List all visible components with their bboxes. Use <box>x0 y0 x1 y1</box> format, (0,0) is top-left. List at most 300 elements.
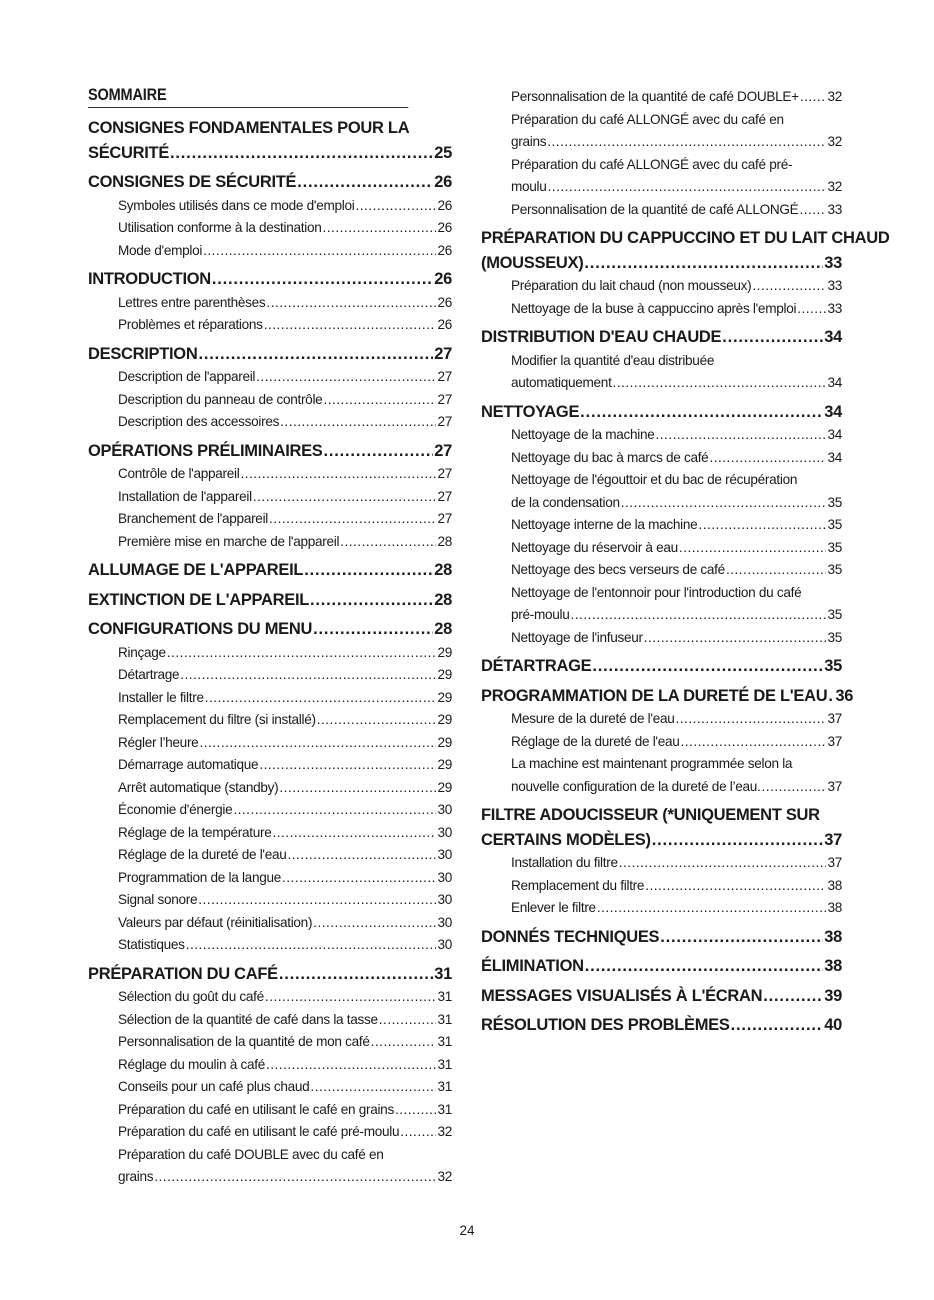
toc-entry[interactable] <box>118 463 452 486</box>
dot-leader <box>395 1099 437 1122</box>
dot-leader <box>233 799 436 822</box>
toc-section-title-text: NETTOYAGE <box>481 402 580 421</box>
page-ref: 26 <box>437 242 452 258</box>
toc-leader-line <box>481 1013 842 1038</box>
dot-leader <box>722 325 823 350</box>
toc-leader-line <box>118 754 452 777</box>
dot-leader <box>680 731 826 754</box>
toc-entry-text: Réglage de la dureté de l'eau <box>118 847 287 862</box>
page-ref: 27 <box>437 391 452 407</box>
dot-leader <box>282 867 436 890</box>
dot-leader <box>310 588 433 613</box>
page-ref: 27 <box>434 441 452 460</box>
toc-entry[interactable] <box>511 582 842 627</box>
toc-entry[interactable] <box>118 934 452 957</box>
toc-leader-line <box>481 954 842 979</box>
toc-section <box>481 86 842 221</box>
toc-section-title-text: EXTINCTION DE L'APPAREIL <box>88 590 310 609</box>
toc-entry[interactable] <box>118 822 452 845</box>
toc-entry[interactable] <box>511 627 842 650</box>
toc-leader-line <box>118 1054 452 1077</box>
toc-leader-line <box>88 617 452 642</box>
toc-section-title[interactable] <box>88 267 452 292</box>
dot-leader <box>297 170 433 195</box>
toc-section-title[interactable] <box>481 400 842 425</box>
page-ref: 26 <box>434 173 452 191</box>
toc-leader-line <box>118 709 452 732</box>
dot-leader <box>279 777 436 800</box>
toc-leader-line <box>511 298 842 321</box>
toc-leader-line <box>511 604 842 627</box>
dot-leader <box>259 754 436 777</box>
toc-entry-text: moulu <box>511 179 547 194</box>
dot-leader <box>205 687 437 710</box>
toc-section-title-text: MESSAGES VISUALISÉS À L'ÉCRAN <box>481 986 763 1005</box>
toc-section-title-text: CERTAINS MODÈLES) <box>481 830 651 849</box>
toc-section <box>481 1013 842 1038</box>
page-ref: 35 <box>824 657 842 675</box>
toc-section <box>481 803 842 920</box>
toc-entry[interactable] <box>118 1144 452 1189</box>
toc-entry[interactable] <box>118 1031 452 1054</box>
toc-entry[interactable] <box>118 889 452 912</box>
toc-section-title[interactable] <box>481 984 842 1009</box>
toc-entry-text: Description de l'appareil <box>118 369 256 384</box>
toc-leader-line <box>118 195 452 218</box>
toc-entry-text: grains <box>118 1169 154 1184</box>
toc-entry-text: Installation de l'appareil <box>118 488 252 504</box>
toc-leader-line <box>511 131 842 154</box>
toc-entry[interactable] <box>118 486 452 509</box>
toc-section-title-text: DÉTARTRAGE <box>481 657 592 675</box>
page-ref: 36 <box>835 686 854 705</box>
toc-entry-text: Nettoyage de la machine <box>511 427 655 442</box>
toc-leader-line <box>118 732 452 755</box>
page-ref: 34 <box>827 449 842 465</box>
toc-entry-text: Nettoyage des becs verseurs de café <box>511 562 725 577</box>
page-ref: 29 <box>437 689 452 705</box>
toc-entry-text: Utilisation conforme à la destination <box>118 220 322 235</box>
dot-leader <box>304 558 433 583</box>
page-ref: 38 <box>827 900 842 915</box>
toc-entry[interactable] <box>511 852 842 875</box>
toc-section-title-text: INTRODUCTION <box>88 270 211 288</box>
dot-leader <box>585 954 824 979</box>
toc-section-title[interactable] <box>481 1013 842 1038</box>
toc-section-title[interactable] <box>88 558 452 583</box>
toc-entry[interactable] <box>118 1054 452 1077</box>
dot-leader <box>762 776 827 799</box>
toc-entry-text: Première mise en marche de l'appareil <box>118 533 340 549</box>
toc-entry[interactable] <box>118 389 452 412</box>
toc-section-title[interactable] <box>481 803 842 852</box>
toc-leader-line <box>118 889 452 912</box>
toc-entry[interactable] <box>118 1099 452 1122</box>
dot-leader <box>323 217 437 240</box>
toc-section-title[interactable] <box>481 654 842 679</box>
toc-entry[interactable] <box>511 154 842 199</box>
toc-leader-line <box>118 314 452 337</box>
page-ref: 38 <box>824 957 842 975</box>
toc-entry-text: grains <box>511 134 547 149</box>
toc-entry-text: Réglage du moulin à café <box>118 1056 265 1072</box>
toc-entry-text: nouvelle configuration de la dureté de l’eau. <box>511 778 761 794</box>
dot-leader <box>679 537 827 560</box>
page-ref: 31 <box>434 964 452 983</box>
toc-entry[interactable] <box>118 732 452 755</box>
page-ref: 33 <box>824 253 842 272</box>
toc-entry-text: Réglage de la dureté de l'eau <box>511 733 680 749</box>
toc-section <box>88 617 452 957</box>
toc-leader-line <box>118 1099 452 1122</box>
toc-leader-line <box>118 867 452 890</box>
dot-leader <box>619 852 827 875</box>
toc-entry-text: Remplacement du filtre (si installé) <box>118 712 316 727</box>
toc-entry-text: Enlever le filtre <box>511 900 596 915</box>
toc-entry[interactable] <box>118 292 452 315</box>
toc-section-title[interactable] <box>88 170 452 195</box>
toc-entry[interactable] <box>511 109 842 154</box>
dot-leader <box>763 984 823 1009</box>
toc-entry-text: Description du panneau de contrôle <box>118 391 323 407</box>
page-ref: 38 <box>824 927 842 946</box>
toc-entry[interactable] <box>511 350 842 395</box>
toc-section-title[interactable] <box>481 684 854 709</box>
toc-leader-line <box>118 777 452 800</box>
toc-leader-line <box>118 799 452 822</box>
toc-leader-line <box>118 687 452 710</box>
toc-sub-list <box>511 708 842 798</box>
page-ref: 38 <box>827 877 842 893</box>
toc-entry[interactable] <box>118 642 452 665</box>
page-ref: 29 <box>437 644 452 660</box>
toc-section-title-text: OPÉRATIONS PRÉLIMINAIRES <box>88 441 323 460</box>
page-ref: 30 <box>437 914 452 930</box>
toc-entry-text: Rinçage <box>118 644 166 660</box>
toc-entry-text: Nettoyage interne de la machine <box>511 517 698 532</box>
toc-section-title-text: DESCRIPTION <box>88 344 198 363</box>
toc-leader-line <box>511 275 842 298</box>
toc-leader-line <box>88 439 452 464</box>
toc-sub-list <box>511 275 842 320</box>
dot-leader <box>584 251 823 276</box>
toc-section <box>88 342 452 434</box>
dot-leader <box>180 664 436 687</box>
toc-entry-text: Signal sonore <box>118 892 198 907</box>
toc-leader-line <box>511 852 842 875</box>
toc-entry[interactable] <box>511 753 842 798</box>
dot-leader <box>287 844 436 867</box>
toc-entry[interactable] <box>118 799 452 822</box>
toc-section <box>481 226 890 320</box>
toc-leader-line <box>88 267 452 292</box>
toc-entry[interactable] <box>511 559 842 582</box>
toc-leader-line <box>481 984 842 1009</box>
toc-leader-line <box>118 934 452 957</box>
page-ref: 27 <box>437 511 452 526</box>
toc-entry[interactable] <box>118 366 452 389</box>
toc-entry-text: Nettoyage du bac à marcs de café <box>511 449 709 465</box>
dot-leader <box>548 176 827 199</box>
toc-leader-line <box>511 897 842 920</box>
toc-section <box>88 588 452 613</box>
page-ref: 33 <box>827 300 842 316</box>
page-ref: 26 <box>437 294 452 310</box>
toc-entry[interactable] <box>118 687 452 710</box>
page-ref: 37 <box>827 711 842 726</box>
toc-section-title-text: ÉLIMINATION <box>481 957 584 975</box>
toc-entry[interactable] <box>118 867 452 890</box>
toc-entry[interactable] <box>118 531 452 554</box>
page-ref: 29 <box>437 779 452 795</box>
toc-leader-line <box>511 776 842 799</box>
page-ref: 29 <box>437 712 452 727</box>
toc-sub-list <box>511 424 842 649</box>
toc-leader-line <box>118 531 452 554</box>
dot-leader <box>698 514 826 537</box>
dot-leader <box>644 627 827 650</box>
page-ref: 26 <box>434 270 452 288</box>
page-ref: 27 <box>437 466 452 481</box>
page-ref: 34 <box>827 427 842 442</box>
toc-leader-line <box>511 447 842 470</box>
page-title: SOMMAIRE <box>88 86 408 108</box>
toc-entry[interactable] <box>511 731 842 754</box>
toc-entry[interactable] <box>511 875 842 898</box>
toc-entry[interactable] <box>511 447 842 470</box>
page-ref: 27 <box>437 488 452 504</box>
dot-leader <box>310 1076 436 1099</box>
toc-entry[interactable] <box>118 754 452 777</box>
toc-leader-line <box>118 1121 452 1144</box>
dot-leader <box>731 1013 824 1038</box>
toc-entry[interactable] <box>511 469 842 514</box>
dot-leader <box>313 617 433 642</box>
toc-entry[interactable] <box>118 844 452 867</box>
toc-leader-line <box>511 514 842 537</box>
toc-section <box>88 439 452 554</box>
toc-entry[interactable] <box>118 1009 452 1032</box>
toc-section-title[interactable] <box>481 226 890 275</box>
toc-leader-line <box>118 642 452 665</box>
toc-section-title[interactable] <box>88 962 452 987</box>
toc-entry[interactable] <box>118 777 452 800</box>
toc-entry-text: Nettoyage du réservoir à eau <box>511 539 678 555</box>
page-ref: 26 <box>437 317 452 332</box>
toc-entry[interactable] <box>118 912 452 935</box>
toc-entry-text: Nettoyage de l'entonnoir pour l'introduction du café <box>511 584 802 600</box>
toc-entry[interactable] <box>118 1121 452 1144</box>
toc-leader-line <box>118 463 452 486</box>
dot-leader <box>597 897 827 920</box>
dot-leader <box>645 875 826 898</box>
toc-sub-list <box>118 986 452 1189</box>
toc-section-title[interactable] <box>88 617 452 642</box>
toc-section-title-text: DISTRIBUTION D'EAU CHAUDE <box>481 328 722 346</box>
dot-leader <box>317 709 437 732</box>
dot-leader <box>279 962 433 987</box>
toc-leader-line <box>118 1076 452 1099</box>
toc-leader-line <box>481 684 854 709</box>
toc-section-title-text: RÉSOLUTION DES PROBLÈMES <box>481 1016 730 1034</box>
toc-leader-line <box>88 588 452 613</box>
page-ref: 26 <box>437 220 452 235</box>
toc-entry-text: automatiquement <box>511 375 612 390</box>
toc-leader-line <box>481 400 842 425</box>
toc-entry[interactable] <box>118 709 452 732</box>
toc-entry[interactable] <box>511 708 842 731</box>
toc-entry[interactable] <box>511 86 842 109</box>
toc-entry-text: Personnalisation de la quantité de café DOUBLE+ <box>511 89 799 104</box>
page-ref: 32 <box>827 179 842 194</box>
page-ref: 35 <box>827 629 842 645</box>
toc-entry-text: Sélection de la quantité de café dans la tasse <box>118 1011 378 1027</box>
page-ref: 32 <box>827 134 842 149</box>
page-ref: 30 <box>437 847 452 862</box>
toc-sub-list <box>118 463 452 553</box>
toc-entry[interactable] <box>511 199 842 222</box>
toc-entry[interactable] <box>511 537 842 560</box>
toc-entry-text: Préparation du café ALLONGÉ avec du café pré- <box>511 156 793 172</box>
toc-entry[interactable] <box>511 424 842 447</box>
dot-leader <box>280 411 436 434</box>
toc-entry[interactable] <box>511 897 842 920</box>
toc-entry[interactable] <box>118 314 452 337</box>
toc-leader-line <box>88 558 452 583</box>
dot-leader <box>571 604 827 627</box>
toc-section <box>481 654 842 679</box>
toc-entry[interactable] <box>118 240 452 263</box>
toc-section <box>481 925 842 950</box>
dot-leader <box>240 463 436 486</box>
toc-entry[interactable] <box>511 298 842 321</box>
toc-section-title[interactable] <box>481 925 842 950</box>
page-ref: 30 <box>437 937 452 952</box>
toc-entry-text: Arrêt automatique (standby) <box>118 779 279 795</box>
toc-right-column <box>481 86 890 1038</box>
dot-leader <box>269 508 436 531</box>
toc-entry[interactable] <box>118 986 452 1009</box>
toc-section-title-text: CONFIGURATIONS DU MENU <box>88 620 313 638</box>
dot-leader <box>709 447 826 470</box>
toc-entry[interactable] <box>118 1076 452 1099</box>
toc-entry[interactable] <box>118 411 452 434</box>
toc-entry[interactable] <box>511 514 842 537</box>
toc-sub-list <box>511 350 842 395</box>
toc-sub-list <box>118 195 452 263</box>
dot-leader <box>371 1031 437 1054</box>
toc-leader-line <box>511 199 842 222</box>
page-ref: 35 <box>827 494 842 510</box>
toc-section-title-text: DONNÉS TECHNIQUES <box>481 927 660 946</box>
toc-entry[interactable] <box>118 195 452 218</box>
toc-leader-line <box>481 654 842 679</box>
toc-entry-text: Nettoyage de l'égouttoir et du bac de récupération <box>511 472 798 487</box>
page-ref: 40 <box>824 1016 842 1034</box>
dot-leader <box>621 492 827 515</box>
page-ref: 37 <box>827 733 842 749</box>
toc-entry[interactable] <box>511 275 842 298</box>
toc-leader-line <box>481 925 842 950</box>
toc-leader-line <box>118 1031 452 1054</box>
page-ref: 29 <box>437 734 452 750</box>
page-ref: 32 <box>827 89 842 104</box>
toc-section <box>88 962 452 1189</box>
page-ref: 28 <box>434 620 452 638</box>
toc-section-title[interactable] <box>481 954 842 979</box>
toc-leader-line <box>511 708 842 731</box>
page-ref: 28 <box>434 590 452 609</box>
page-ref: 37 <box>827 855 842 870</box>
toc-leader-line <box>118 986 452 1009</box>
toc-entry-text: Détartrage <box>118 667 180 682</box>
toc-section-title-text: ALLUMAGE DE L'APPAREIL <box>88 561 304 579</box>
page-ref: 31 <box>437 1034 452 1049</box>
toc-entry[interactable] <box>118 217 452 240</box>
toc-entry-text: Contrôle de l'appareil <box>118 466 240 481</box>
toc-section <box>481 684 854 799</box>
page-ref: 31 <box>437 989 452 1004</box>
page-ref: 29 <box>437 757 452 772</box>
toc-leader-line <box>118 664 452 687</box>
toc-section-title[interactable] <box>481 325 842 350</box>
page-ref: 37 <box>827 778 842 794</box>
page-ref: 30 <box>437 824 452 840</box>
toc-entry-text: Régler l’heure <box>118 734 199 750</box>
toc-section-title[interactable] <box>88 588 452 613</box>
toc-leader-line <box>118 912 452 935</box>
toc-section-title-text: SÉCURITÉ <box>88 143 170 162</box>
toc-leader-line <box>481 828 842 853</box>
dot-leader <box>655 424 826 447</box>
dot-leader <box>355 195 436 218</box>
page-number: 24 <box>459 1223 475 1238</box>
toc-entry-text: Installer le filtre <box>118 689 204 705</box>
toc-sub-list <box>118 292 452 337</box>
page-ref: 30 <box>437 892 452 907</box>
toc-section-title[interactable] <box>88 439 452 464</box>
toc-leader-line <box>481 325 842 350</box>
toc-entry-text: Description des accessoires <box>118 414 280 429</box>
dot-leader <box>324 439 434 464</box>
page-ref: 37 <box>824 830 842 849</box>
toc-leader-line <box>511 424 842 447</box>
page-ref: 28 <box>437 533 452 549</box>
page-ref: 35 <box>827 607 842 622</box>
toc-entry[interactable] <box>118 664 452 687</box>
page-ref: 27 <box>434 344 452 363</box>
toc-entry-text: Nettoyage de la buse à cappuccino après l'emploi <box>511 300 797 316</box>
dot-leader <box>199 732 436 755</box>
toc-leader-line <box>118 486 452 509</box>
toc-entry-text: Préparation du café DOUBLE avec du café en <box>118 1146 384 1162</box>
dot-leader <box>797 298 826 321</box>
page-ref: 34 <box>824 328 842 346</box>
page-ref: 31 <box>437 1101 452 1117</box>
toc-entry-text: Programmation de la langue <box>118 869 281 885</box>
toc-leader-line <box>118 844 452 867</box>
toc-entry-text: Modifier la quantité d'eau distribuée <box>511 352 715 368</box>
toc-leader-line <box>118 411 452 434</box>
page-ref: 33 <box>827 201 842 217</box>
page-ref: 31 <box>437 1011 452 1027</box>
toc-entry[interactable] <box>118 508 452 531</box>
toc-sub-list <box>118 366 452 434</box>
toc-section-title[interactable] <box>88 342 452 367</box>
toc-section-title[interactable] <box>88 116 452 165</box>
toc-section-title-text: CONSIGNES DE SÉCURITÉ <box>88 173 297 191</box>
page-ref: 39 <box>824 986 842 1005</box>
